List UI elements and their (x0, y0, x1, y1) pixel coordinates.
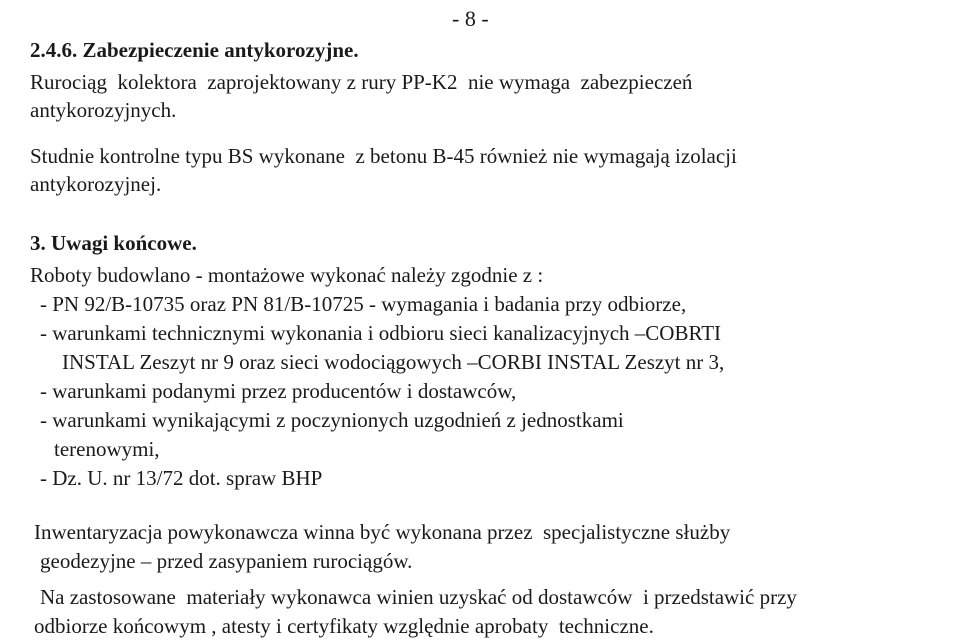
list-item: - warunkami podanymi przez producentów i dostawców, (40, 379, 517, 403)
list-item: - Dz. U. nr 13/72 dot. spraw BHP (40, 466, 323, 490)
list-item-continuation: terenowymi, (54, 437, 160, 461)
list-item-continuation: INSTAL Zeszyt nr 9 oraz sieci wodociągowych –CORBI INSTAL Zeszyt nr 3, (62, 350, 725, 374)
list-item: - PN 92/B-10735 oraz PN 81/B-10725 - wymagania i badania przy odbiorze, (40, 292, 687, 316)
paragraph-line: Studnie kontrolne typu BS wykonane z betonu B-45 również nie wymagają izolacji (30, 144, 737, 168)
section-heading-3: 3. Uwagi końcowe. (30, 231, 197, 255)
paragraph-line: Inwentaryzacja powykonawcza winna być wykonana przez specjalistyczne służby (34, 520, 731, 544)
page-number: - 8 - (452, 6, 489, 31)
paragraph-line: antykorozyjnej. (30, 172, 162, 196)
list-item: - warunkami technicznymi wykonania i odbioru sieci kanalizacyjnych –COBRTI (40, 321, 722, 345)
paragraph-line: antykorozyjnych. (30, 98, 177, 122)
section-heading-2-4-6: 2.4.6. Zabezpieczenie antykorozyjne. (30, 38, 359, 62)
list-item: - warunkami wynikającymi z poczynionych uzgodnień z jednostkami (40, 408, 624, 432)
paragraph-line: geodezyjne – przed zasypaniem rurociągów. (40, 549, 413, 573)
paragraph-line: Rurociąg kolektora zaprojektowany z rury PP-K2 nie wymaga zabezpieczeń (30, 70, 693, 94)
section-intro: Roboty budowlano - montażowe wykonać należy zgodnie z : (30, 263, 544, 287)
paragraph-line: Na zastosowane materiały wykonawca winien uzyskać od dostawców i przedstawić przy (40, 585, 797, 609)
paragraph-line: odbiorze końcowym , atesty i certyfikaty względnie aprobaty techniczne. (34, 614, 654, 638)
